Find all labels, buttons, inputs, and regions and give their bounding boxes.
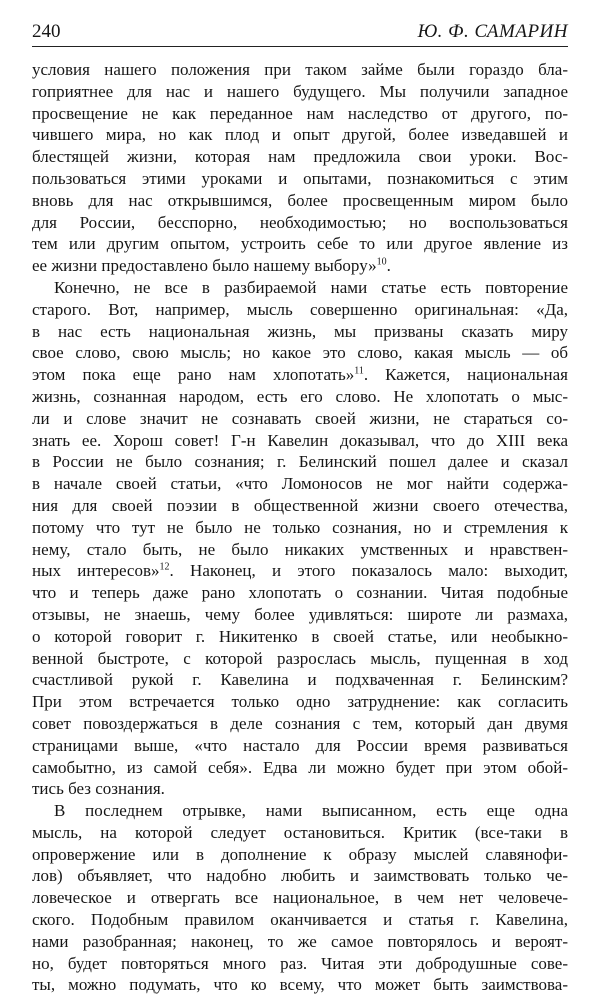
text-line: свое слово, свою мысль; но какое это слово, какая мысль — об xyxy=(32,343,568,363)
text-line: нами разобранная; наконец, то же самое повторялось и вероят- xyxy=(32,931,568,951)
text-line: нему, стало быть, не было никаких умственных и нравствен- xyxy=(32,539,568,559)
text-line: в России не было сознания; г. Белинский пошел далее и сказал xyxy=(32,452,568,472)
text-line: блестящей жизни, которая нам предложила свои уроки. Вос- xyxy=(32,147,568,167)
line-text: этом пока еще рано нам хлопотать» xyxy=(32,365,355,385)
footnote-ref: 12 xyxy=(159,561,170,573)
text-line xyxy=(32,560,568,582)
text-line: жизнь, сознанная народом, есть его слово. Не хлопотать о мыс- xyxy=(32,386,568,406)
text-line: ловеческое и отвергать все национальное, в чем нет человече- xyxy=(32,888,568,908)
text-line: ты, можно подумать, что ко всему, что может быть заимствова- xyxy=(32,975,568,995)
text-line: При этом встречается только одно затруднение: как согласить xyxy=(32,692,568,712)
text-line: ли и слове значит не сознавать своей жизни, не стараться со- xyxy=(32,408,568,428)
text-line: тись без сознания. xyxy=(32,779,165,799)
body-text xyxy=(32,59,568,996)
text-line: просвещение не как переданное нам наследство от другого, по- xyxy=(32,103,568,123)
text-line: вновь для нас открывшимся, более просвещенным миром было xyxy=(32,190,568,210)
text-line: самобытно, из самой себя». Едва ли можно будет при этом обой- xyxy=(32,757,568,777)
text-line: но, будет повторяться много раз. Читая эти добродушные сове- xyxy=(32,953,568,973)
text-line: венной быстроте, с которой разрослась мысль, пущенная в ход xyxy=(32,648,568,668)
running-head-author: Ю. Ф. САМАРИН xyxy=(417,21,568,42)
text-line: опровержение или в дополнение к образу мыслей славянофи- xyxy=(32,844,568,864)
text-line: условия нашего положения при таком займе были гораздо бла- xyxy=(32,60,568,79)
text-line: тем или другим опытом, устроить себе то или другое явление из xyxy=(32,234,568,254)
text-line: знать ее. Хорош совет! Г-н Кавелин доказывал, что до XIII века xyxy=(32,430,568,450)
line-text: . Наконец, и этого показалось мало: выходит, xyxy=(169,561,568,581)
text-line: ния для своей поэзии в общественной жизни своего отечества, xyxy=(32,495,568,515)
text-line: ского. Подобным правилом оканчивается и статья г. Кавелина, xyxy=(32,910,568,930)
text-line: лов) объявляет, что надобно любить и заимствовать только че- xyxy=(32,866,568,886)
text-line: старого. Вот, например, мысль совершенно оригинальная: «Да, xyxy=(32,299,568,319)
text-line: для России, бесспорно, необходимостью; но воспользоваться xyxy=(32,212,568,232)
text-line: пользоваться этими уроками и опытами, познакомиться с этим xyxy=(32,168,568,188)
footnote-ref: 10 xyxy=(376,256,387,268)
line-text: ных интересов» xyxy=(32,561,160,581)
text-line: совет повоздержаться в деле сознания с тем, который дан двумя xyxy=(32,713,568,733)
text-line: страницами выше, «что настало для России время развиваться xyxy=(32,735,568,755)
text-line: в нас есть национальная жизнь, мы призваны сказать миру xyxy=(32,321,568,341)
text-line: гоприятнее для нас и нашего будущего. Мы получили западное xyxy=(32,81,568,101)
running-head xyxy=(32,18,568,47)
text-line xyxy=(32,364,568,386)
book-page xyxy=(32,18,568,996)
text-line: ее жизни предоставлено было нашему выбору»$^{10}$. xyxy=(32,256,391,276)
text-line: мысль, на которой следует остановиться. Критик (все-таки в xyxy=(32,822,568,842)
footnote-ref: 11 xyxy=(354,365,364,377)
text-line: в начале своей статьи, «что Ломоносов не мог найти содержа- xyxy=(32,474,568,494)
text-line: о которой говорит г. Никитенко в своей статье, или необыкно- xyxy=(32,626,568,646)
line-text: ее жизни предоставлено было нашему выбору» xyxy=(32,256,377,276)
text-line: отзывы, не знаешь, чему более удивляться: широте ли размаха, xyxy=(32,604,568,624)
line-text: . Кажется, национальная xyxy=(363,365,568,385)
page-number: 240 xyxy=(32,21,61,42)
text-line: потому что тут не было не только сознания, но и стремления к xyxy=(32,517,568,537)
text-line: В последнем отрывке, нами выписанном, есть еще одна xyxy=(54,801,568,821)
text-line: Конечно, не все в разбираемой нами статье есть повторение xyxy=(54,277,568,297)
text-line: чившего мира, но как плод и опыт другой, более изведавшей и xyxy=(32,125,568,145)
text-line: что и теперь даже рано хлопотать о сознании. Читая подобные xyxy=(32,583,568,603)
text-line: счастливой рукой г. Кавелина и подхваченная г. Белинским? xyxy=(32,670,568,690)
